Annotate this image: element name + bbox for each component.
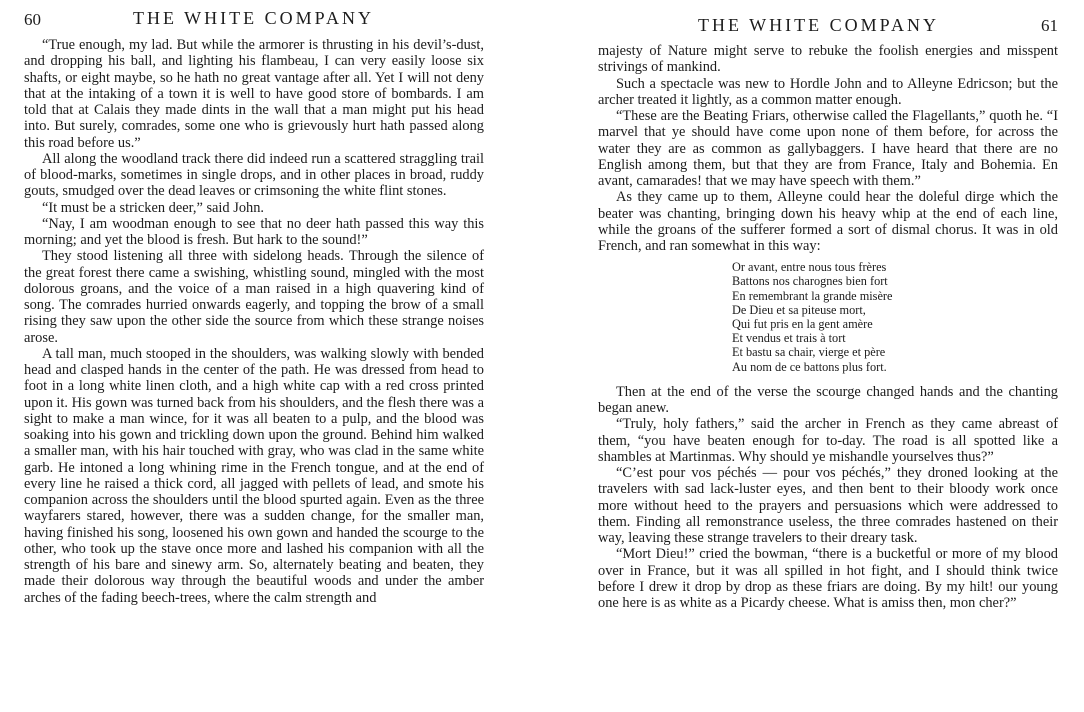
left-body-text: [24, 37, 484, 606]
left-page-number: 60: [24, 10, 41, 29]
paragraph: “True enough, my lad. But while the armorer is thrusting in his devil’s-dust, and dropping his ball, and lighting his flambeau, I can very easily loose six shafts, or eight maybe, so he hath no great vantage after all. Yet I will not deny that at the intaking of a town it is well to have good store of bombards. I am told that at Calais they made dints in the wall that a man might put his head into. But surely, comrades, some one who is grievously hurt hath passed along this road before us.”: [24, 37, 484, 151]
paragraph: “These are the Beating Friars, otherwise called the Flagellants,” quoth he. “I marvel that ye should have come upon none of them before, for across the water they are as common as gallybaggers. I have heard that there are no English among them, but that they are from France, Italy and Bohemia. En avant, camarades! that we may have speech with them.”: [598, 108, 1058, 189]
paragraph: They stood listening all three with sidelong heads. Through the silence of the great forest there came a swishing, whistling sound, mingled with the most dolorous groans, and the voice of a man raised in a high quavering kind of song. The comrades hurried onwards eagerly, and topping the brow of a small rising they saw upon the other side the source from which these strange noises arose.: [24, 248, 484, 346]
continuation-paragraph: majesty of Nature might serve to rebuke the foolish energies and misspent strivings of mankind.: [598, 43, 1058, 76]
paragraph: “Mort Dieu!” cried the bowman, “there is a bucketful or more of my blood over in France, but it was all spilled in hot fight, and I should think twice before I drew it drop by drop as these friars are doing. By my hilt! our young one here is as white as a Picardy cheese. What is amiss then, mon cher?”: [598, 546, 1058, 612]
verse-line: Au nom de ce battons plus fort.: [732, 359, 887, 374]
paragraph: “It must be a stricken deer,” said John.: [42, 199, 265, 216]
paragraph: As they came up to them, Alleyne could hear the doleful dirge which the beater was chanting, bringing down his heavy whip at the end of each line, while the groans of the sufferer formed a sort of dismal chorus. It was in old French, and ran somewhat in this way:: [598, 189, 1058, 254]
verse-line: De Dieu et sa piteuse mort,: [732, 302, 866, 317]
right-running-head: THE WHITE COMPANY: [698, 15, 940, 35]
paragraph: Such a spectacle was new to Hordle John and to Alleyne Edricson; but the archer treated it lightly, as a common matter enough.: [598, 75, 1058, 108]
verse-line: En remembrant la grande misère: [732, 288, 893, 303]
paragraph: All along the woodland track there did indeed run a scattered straggling trail of blood-marks, sometimes in single drops, and in other places in broad, ruddy gouts, smudged over the dead leaves or crimsoning the white flint stones.: [24, 150, 484, 200]
verse-line: Battons nos charognes bien fort: [732, 274, 888, 289]
paragraph: “C’est pour vos péchés — pour vos péchés,” they droned looking at the travelers with sad lack-luster eyes, and then bent to their bloody work once more without heed to the prayers and persuasions which were addressed to them. Finding all remonstrance useless, the three comrades hastened on their way, leaving these strange travelers to their dreary task.: [598, 465, 1058, 547]
paragraph: “Truly, holy fathers,” said the archer in French as they came abreast of them, “you have beaten enough for to-day. The road is all spotted like a shambles at Martinmas. Why should ye mishandle yourselves thus?”: [598, 416, 1058, 465]
paragraph: “Nay, I am woodman enough to see that no deer hath passed this way this morning; and yet the blood is fresh. But hark to the sound!”: [24, 215, 484, 248]
verse-block: [732, 260, 1058, 374]
right-page-number: 61: [1041, 16, 1058, 35]
verse-line: Or avant, entre nous tous frères: [732, 260, 887, 275]
verse-line: Et vendus et trais à tort: [732, 331, 846, 346]
right-body-text: [598, 43, 1058, 611]
verse-line: Et bastu sa chair, vierge et père: [732, 345, 886, 360]
verse-line: Qui fut pris en la gent amère: [732, 317, 873, 332]
paragraph: A tall man, much stooped in the shoulders, was walking slowly with bended head and clasped hands in the center of the path. He was dressed from head to foot in a long white linen cloth, and a high white cap with a red cross printed upon it. His gown was turned back from his shoulders, and the flesh there was a sight to make a man wince, for it was all beaten to a pulp, and the blood was soaking into his gown and trickling down upon the ground. Behind him walked a smaller man, with his hair touched with gray, who was clad in the same white garb. He intoned a long whining rime in the French tongue, and at the end of every line he raised a thick cord, all jagged with pellets of lead, and smote his companion across the shoulders until the blood spurted again. Even as the three wayfarers stared, however, there was a sudden change, for the smaller man, having finished his song, loosened his own gown and handed the scourge to the other, who took up the stave once more and lashed his companion with all the strength of his bare and sinewy arm. So, alternately beating and beaten, they made their dolorous way through the beautiful woods and under the amber arches of the fading beech-trees, where the calm strength and: [24, 345, 485, 606]
left-running-head: THE WHITE COMPANY: [133, 8, 375, 28]
paragraph: Then at the end of the verse the scourge changed hands and the chanting began anew.: [598, 383, 1058, 417]
